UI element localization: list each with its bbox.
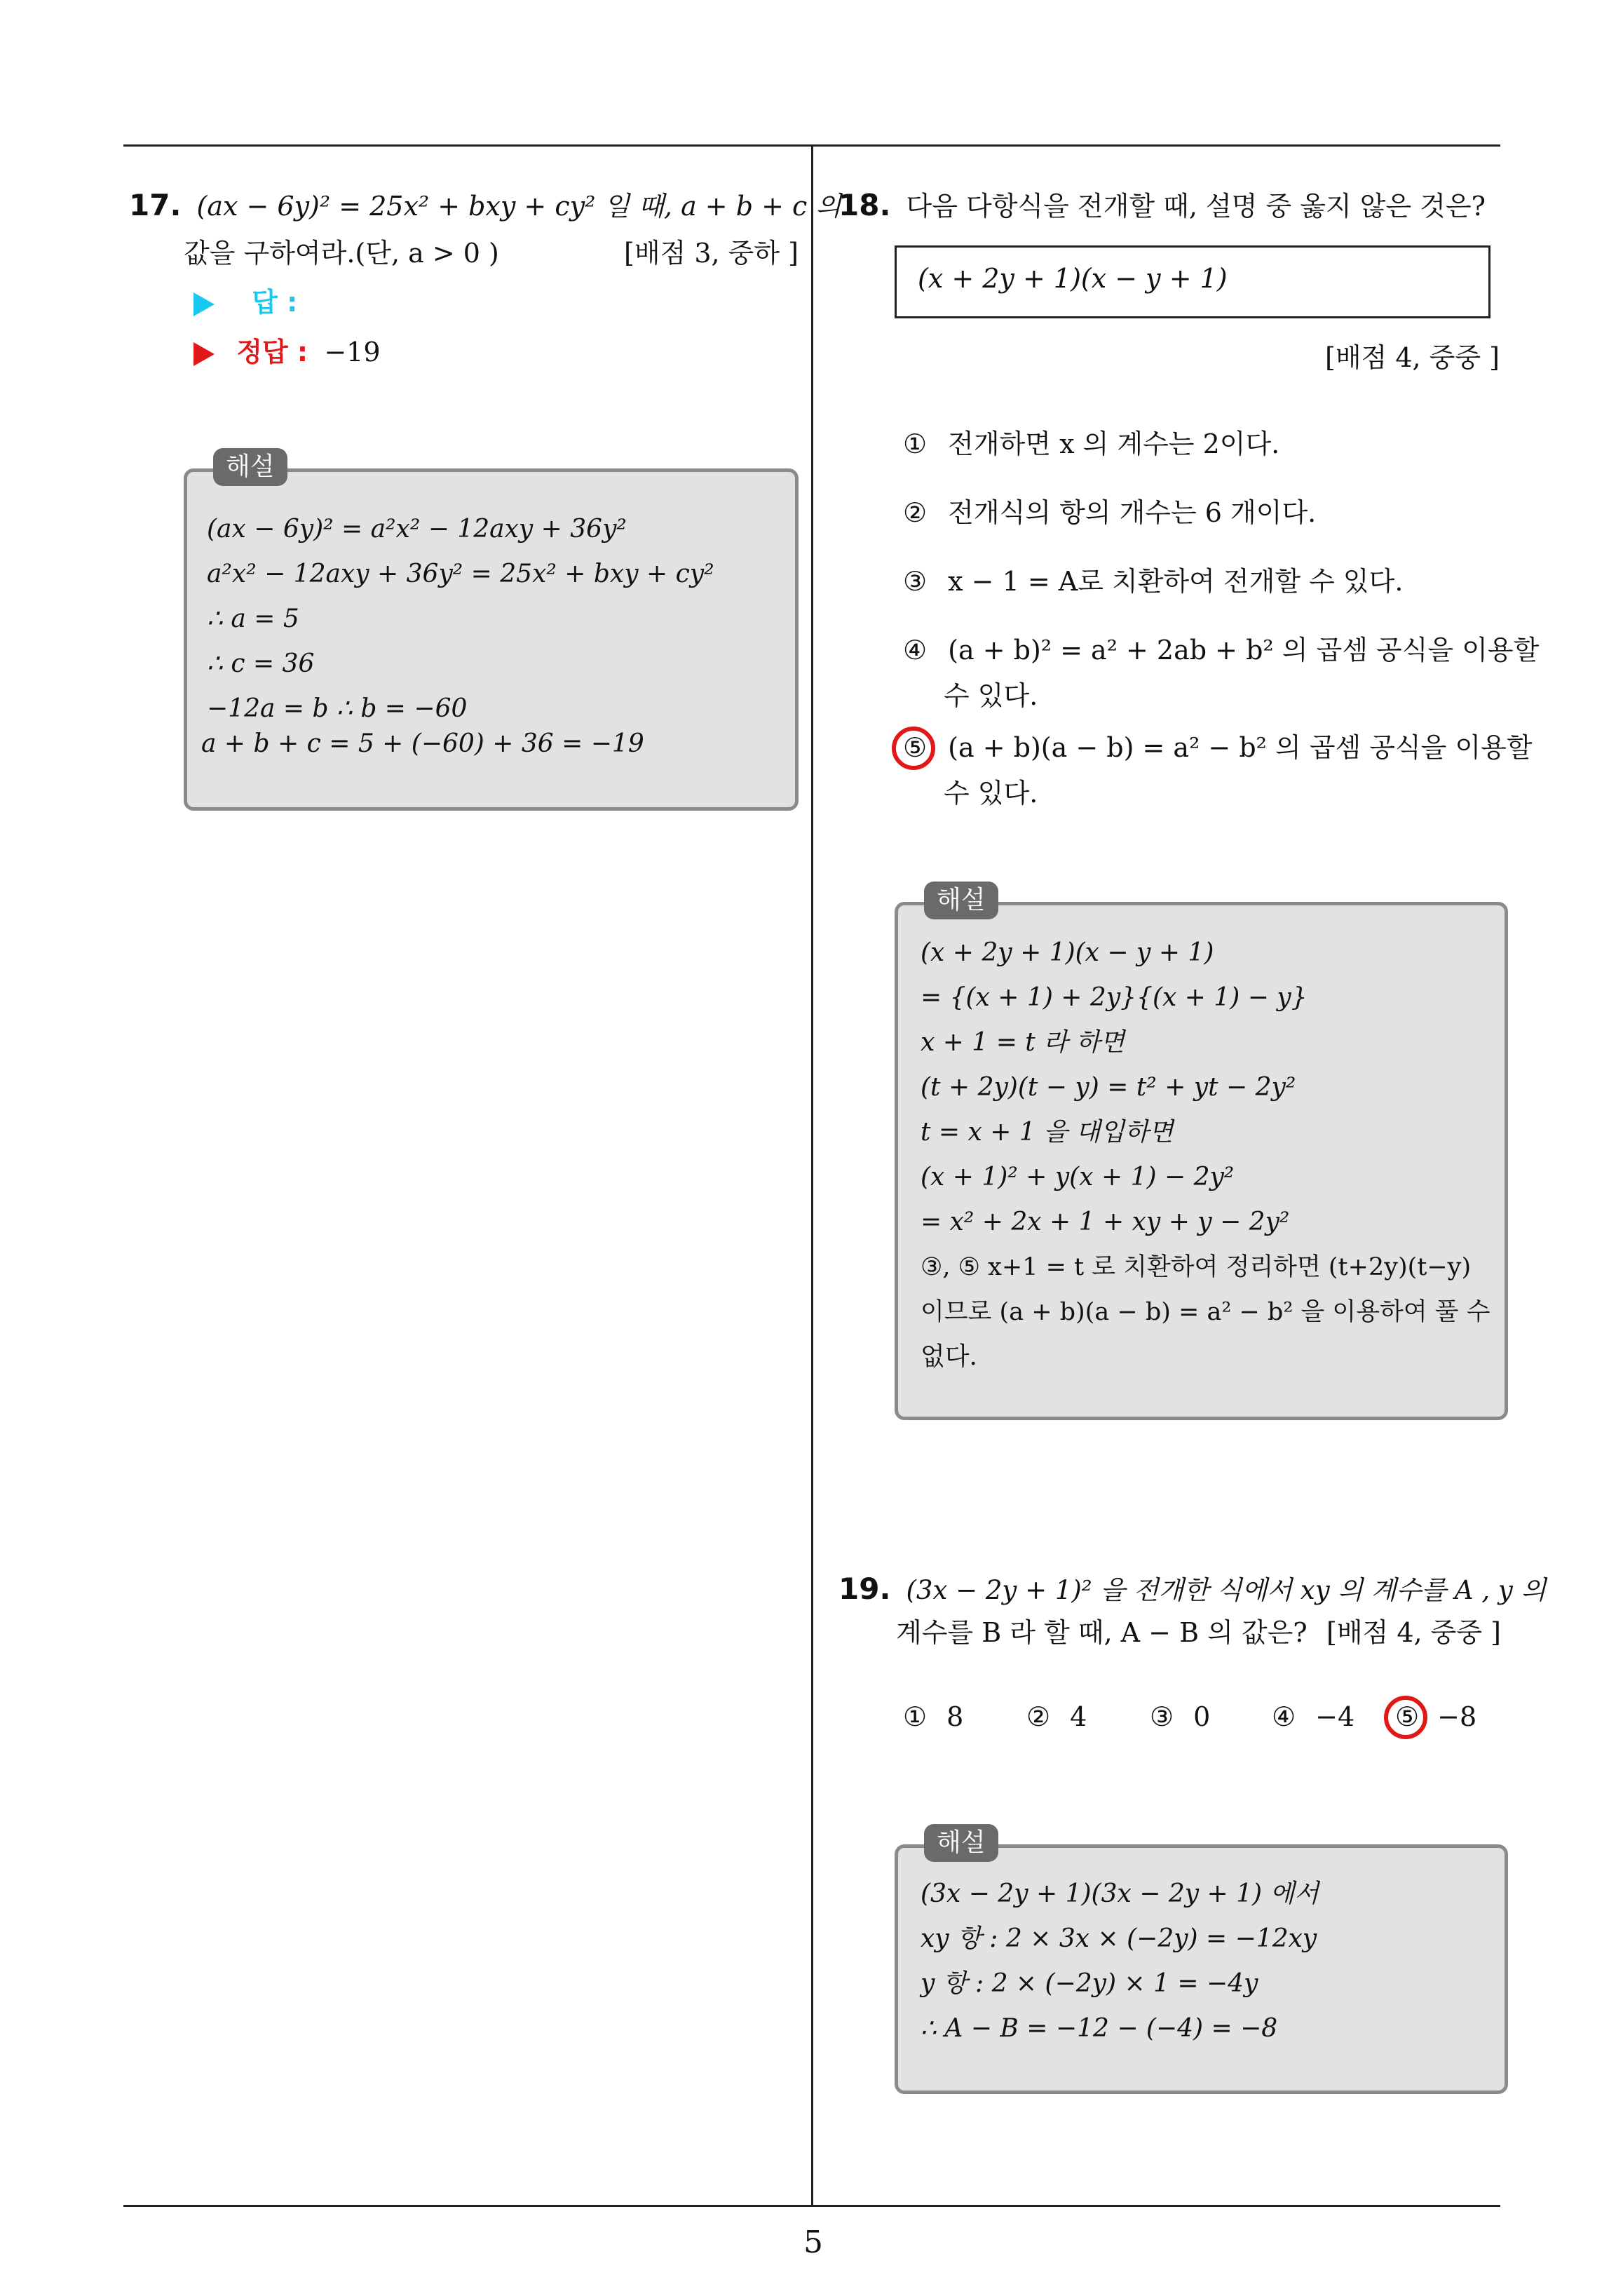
q17-answer-row (193, 285, 297, 320)
q18-solution-line: t = x + 1 을 대입하면 (921, 1118, 1174, 1147)
option-marker: ② (903, 497, 928, 528)
q17-text-line1: (ax − 6y)² = 25x² + bxy + cy² 일 때, a + b + c 의 (196, 191, 842, 222)
option-text: (a + b)² = a² + 2ab + b² 의 곱셈 공식을 이용할 (948, 635, 1540, 666)
q19-solution-line: ∴ A − B = −12 − (−4) = −8 (921, 2014, 1278, 2043)
q19-text-line2: 계수를 B 라 할 때, A − B 의 값은? (896, 1617, 1308, 1648)
q17-solution-line: (ax − 6y)² = a²x² − 12axy + 36y² (207, 515, 627, 543)
q17-solution-line: a + b + c = 5 + (−60) + 36 = −19 (201, 729, 644, 758)
option-value: 8 (946, 1701, 964, 1732)
option-text: x − 1 = A로 치환하여 전개할 수 있다. (948, 566, 1404, 597)
q17-meta: [배점 3, 중하 ] (624, 238, 799, 269)
q19-option-2[interactable] (1026, 1696, 1087, 1738)
page-number: 5 (803, 2224, 823, 2260)
q18-solution-line: 없다. (921, 1342, 977, 1371)
q18-boxed-expression (895, 245, 1490, 318)
option-marker: ① (903, 1701, 928, 1732)
q18-solution-line: = {(x + 1) + 2y}{(x + 1) − y} (921, 983, 1308, 1012)
q17-solution-box (184, 468, 799, 811)
q18-solution-box (895, 902, 1508, 1420)
q18-header (838, 184, 1486, 227)
q18-selected-answer-mark (892, 727, 935, 770)
q18-solution-line: ③, ⑤ x+1 = t 로 치환하여 정리하면 (t+2y)(t−y) (921, 1253, 1472, 1281)
q19-option-3[interactable] (1150, 1696, 1210, 1738)
q18-option-2[interactable] (903, 492, 1316, 534)
option-value: 0 (1193, 1701, 1211, 1732)
option-value: −8 (1437, 1701, 1477, 1732)
q19-solution-line: y 항 : 2 × (−2y) × 1 = −4y (921, 1969, 1258, 1998)
q19-selected-answer-mark (1384, 1696, 1427, 1739)
option-text: 전개하면 x 의 계수는 2이다. (948, 428, 1280, 459)
q19-option-4[interactable] (1272, 1696, 1354, 1738)
q18-solution-line: = x² + 2x + 1 + xy + y − 2y² (921, 1208, 1290, 1236)
column-divider (811, 144, 813, 2206)
q18-option-5-line2: 수 있다. (944, 778, 1038, 809)
option-value: −4 (1315, 1701, 1355, 1732)
q18-option-4[interactable] (903, 629, 1539, 671)
q18-meta: [배점 4, 중중 ] (1325, 342, 1500, 373)
q19-solution-tag: 해설 (924, 1824, 998, 1862)
q18-option-5[interactable] (903, 727, 1533, 769)
q17-text-line2: 값을 구하여라.(단, a > 0 ) (184, 238, 499, 269)
option-value: 4 (1070, 1701, 1087, 1732)
q17-solution-tag: 해설 (213, 448, 287, 486)
option-marker: ③ (903, 566, 928, 597)
q17-number: 17. (129, 188, 182, 222)
option-marker: ⑤ (1395, 1701, 1420, 1732)
q17-solution-line: ∴ c = 36 (207, 649, 315, 678)
bottom-rule (123, 2205, 1500, 2207)
option-marker: ③ (1150, 1701, 1174, 1732)
q19-meta: [배점 4, 중중 ] (1326, 1617, 1501, 1648)
q19-solution-line: (3x − 2y + 1)(3x − 2y + 1) 에서 (921, 1879, 1319, 1908)
q19-option-1[interactable] (903, 1696, 963, 1738)
q18-solution-line: (t + 2y)(t − y) = t² + yt − 2y² (921, 1073, 1296, 1102)
q18-solution-tag: 해설 (924, 882, 998, 919)
q19-solution-line: xy 항 : 2 × 3x × (−2y) = −12xy (921, 1924, 1317, 1953)
q18-solution-line: x + 1 = t 라 하면 (921, 1028, 1125, 1057)
option-marker: ④ (1272, 1701, 1296, 1732)
answer-arrow-icon (193, 292, 215, 316)
q17-solution-line: a²x² − 12axy + 36y² = 25x² + bxy + cy² (207, 560, 714, 588)
q17-solution-line: −12a = b ∴ b = −60 (207, 694, 468, 723)
option-marker: ① (903, 428, 928, 459)
q17-answer-label: 답 : (252, 287, 298, 318)
option-text: (a + b)(a − b) = a² − b² 의 곱셈 공식을 이용할 (948, 732, 1533, 763)
q18-option-1[interactable] (903, 423, 1279, 465)
q18-solution-line: (x + 1)² + y(x + 1) − 2y² (921, 1163, 1235, 1191)
q17-correct-value: −19 (324, 337, 381, 367)
q17-correct-label: 정답 : (236, 337, 308, 367)
q18-number: 18. (838, 188, 891, 222)
q17-correct-row (193, 335, 381, 370)
correct-arrow-outline-icon (193, 342, 215, 366)
q18-solution-line: 이므로 (a + b)(a − b) = a² − b² 을 이용하여 풀 수 (921, 1298, 1490, 1326)
q17-header (129, 184, 841, 227)
option-text: 전개식의 항의 개수는 6 개이다. (948, 497, 1317, 528)
q19-number: 19. (838, 1572, 891, 1606)
option-marker: ② (1026, 1701, 1051, 1732)
q18-option-4-line2: 수 있다. (944, 680, 1038, 711)
q17-solution-line: ∴ a = 5 (207, 605, 299, 633)
option-marker: ④ (903, 635, 928, 666)
q18-question: 다음 다항식을 전개할 때, 설명 중 옳지 않은 것은? (906, 191, 1486, 222)
q19-header (838, 1568, 1546, 1612)
q19-solution-box (895, 1844, 1508, 2094)
q18-expression-text: (x + 2y + 1)(x − y + 1) (918, 263, 1228, 294)
q18-solution-line: (x + 2y + 1)(x − y + 1) (921, 938, 1214, 967)
q18-option-3[interactable] (903, 560, 1403, 602)
q19-text-line1: (3x − 2y + 1)² 을 전개한 식에서 xy 의 계수를 A , y 의 (906, 1575, 1547, 1605)
option-marker: ⑤ (903, 732, 928, 763)
